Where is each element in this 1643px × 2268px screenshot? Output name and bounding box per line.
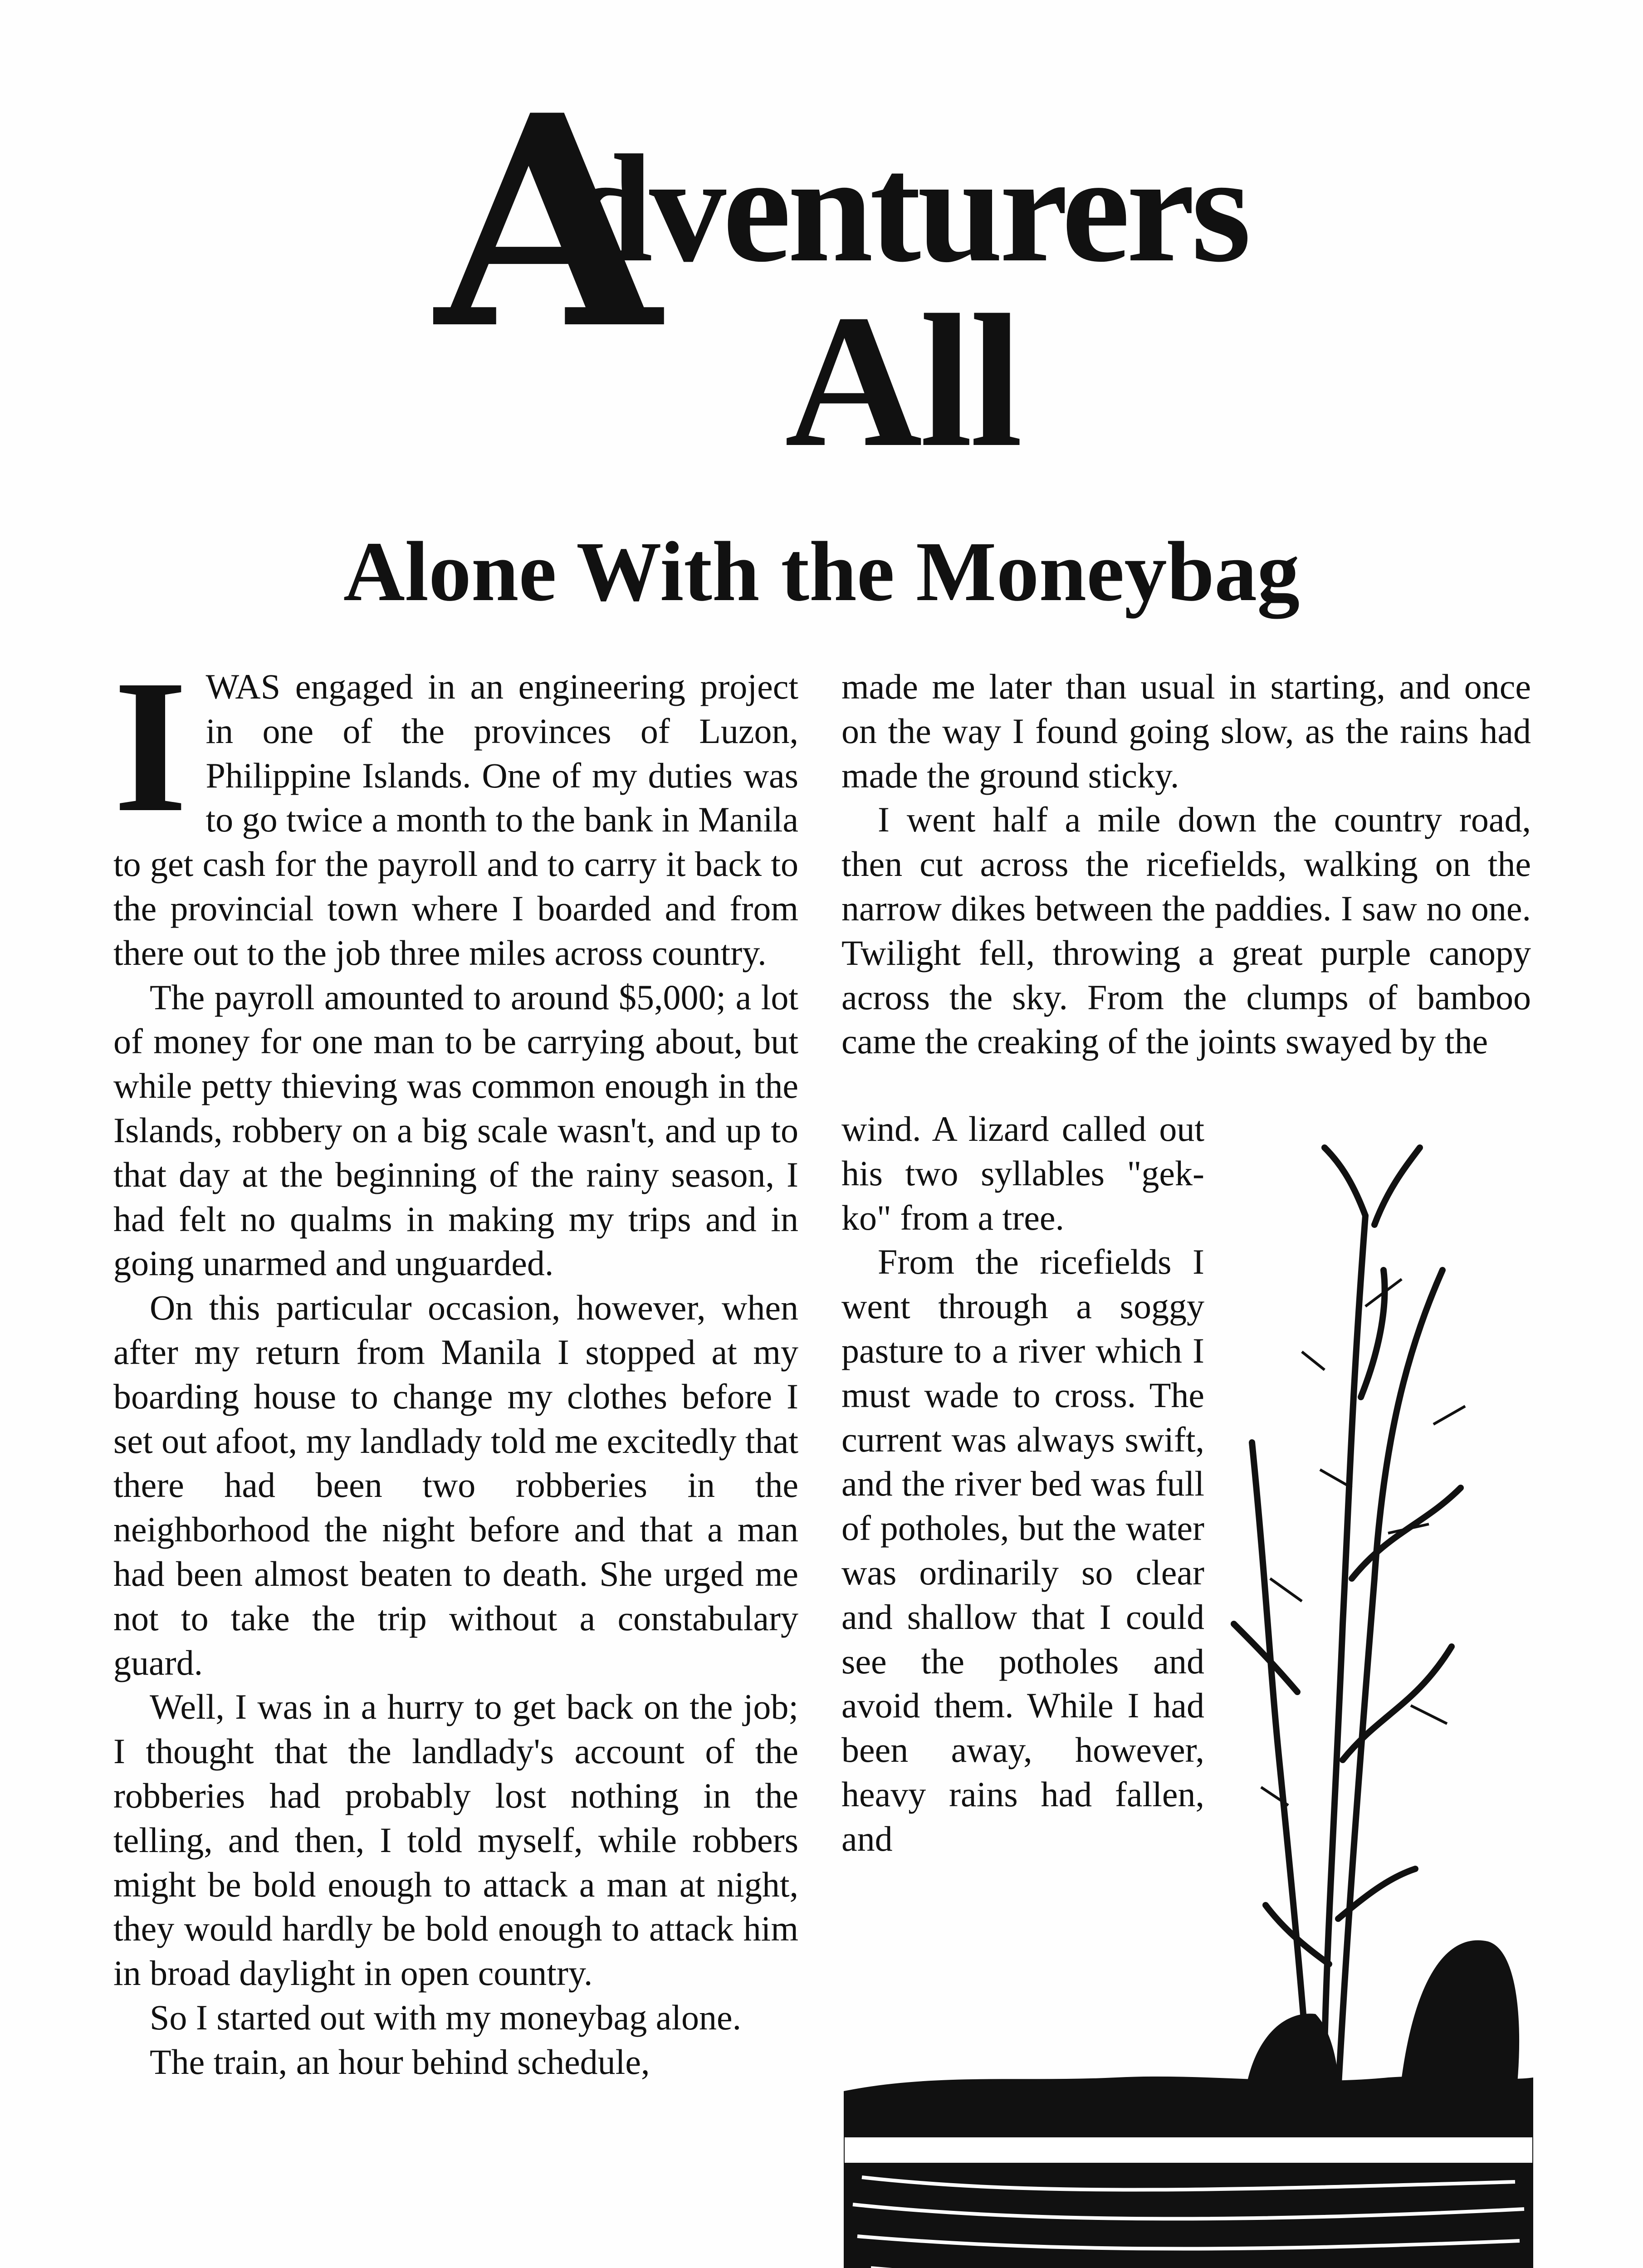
paragraph: IWAS engaged in an engineering project in one of the provinces of Luzon, Philippine Islands. One of my duties was to go twice a month to the bank in Manila to get cash for the payroll and to carry it back to the provincial town where I boarded and from there out to the job three miles across country. xyxy=(113,640,798,973)
masthead xyxy=(435,52,1248,486)
masthead-word-adventurers: dventurers xyxy=(567,123,1248,294)
paragraph: I went half a mile down the country road, then cut across the ricefields, walking on the narrow dikes between the paddies. I saw no one. Twilight fell, throwing a great purple canopy across the sky. From the clumps of bamboo came the creaking of the joints swayed by the xyxy=(841,800,1531,1061)
masthead-initial: A xyxy=(435,52,656,393)
paragraph: made me later than usual in starting, and once on the way I found going slow, as the rains had made the ground sticky. xyxy=(841,667,1531,795)
paragraph: Well, I was in a hurry to get back on the job; I thought that the landlady's account of the robberies had probably lost nothing in the telling, and then, I told myself, while robbers might be bold enough to attack a man at night, they would hardly be bold enough to attack him in broad daylight in open country. xyxy=(113,1687,798,1993)
paragraph: wind. A lizard called out his two syllables "gek-ko" from a tree. xyxy=(841,1109,1204,1237)
tree-landscape-illustration xyxy=(844,1080,1533,2268)
text-column-right-top xyxy=(841,665,1531,1064)
river-strip xyxy=(844,2136,1533,2164)
drop-cap: I xyxy=(113,640,188,851)
paragraph: So I started out with my moneybag alone. xyxy=(150,1997,742,2037)
article-title: Alone With the Moneybag xyxy=(343,524,1300,619)
paragraph: On this particular occasion, however, when after my return from Manila I stopped at my boarding house to change my clothes before I set out afoot, my landlady told me excitedly that there had been two robberies in the neighborhood the night before and that a man had been almost beaten to death. She urged me not to take the trip without a constabulary guard. xyxy=(113,1288,798,1682)
ricefield-foreground xyxy=(844,2164,1533,2268)
masthead-word-all: All xyxy=(785,275,1020,486)
text-column-left xyxy=(113,640,798,2084)
paragraph: The train, an hour behind schedule, xyxy=(150,2042,650,2082)
distant-treeline xyxy=(844,2076,1533,2136)
paragraph: From the ricefields I went through a soggy pasture to a river which I must wade to cross. The current was always swift, and the river bed was full of potholes, but the water was ordinarily so clear and shallow that I could see the potholes and avoid them. While I had been away, however, heavy rains had fallen, and xyxy=(841,1242,1204,1858)
paragraph: The payroll amounted to around $5,000; a lot of money for one man to be carrying about, but while petty thieving was common enough in the Islands, robbery on a big scale wasn't, and up to that day at the beginning of the rainy season, I had felt no qualms in making my trips and in going unarmed and unguarded. xyxy=(113,977,798,1283)
